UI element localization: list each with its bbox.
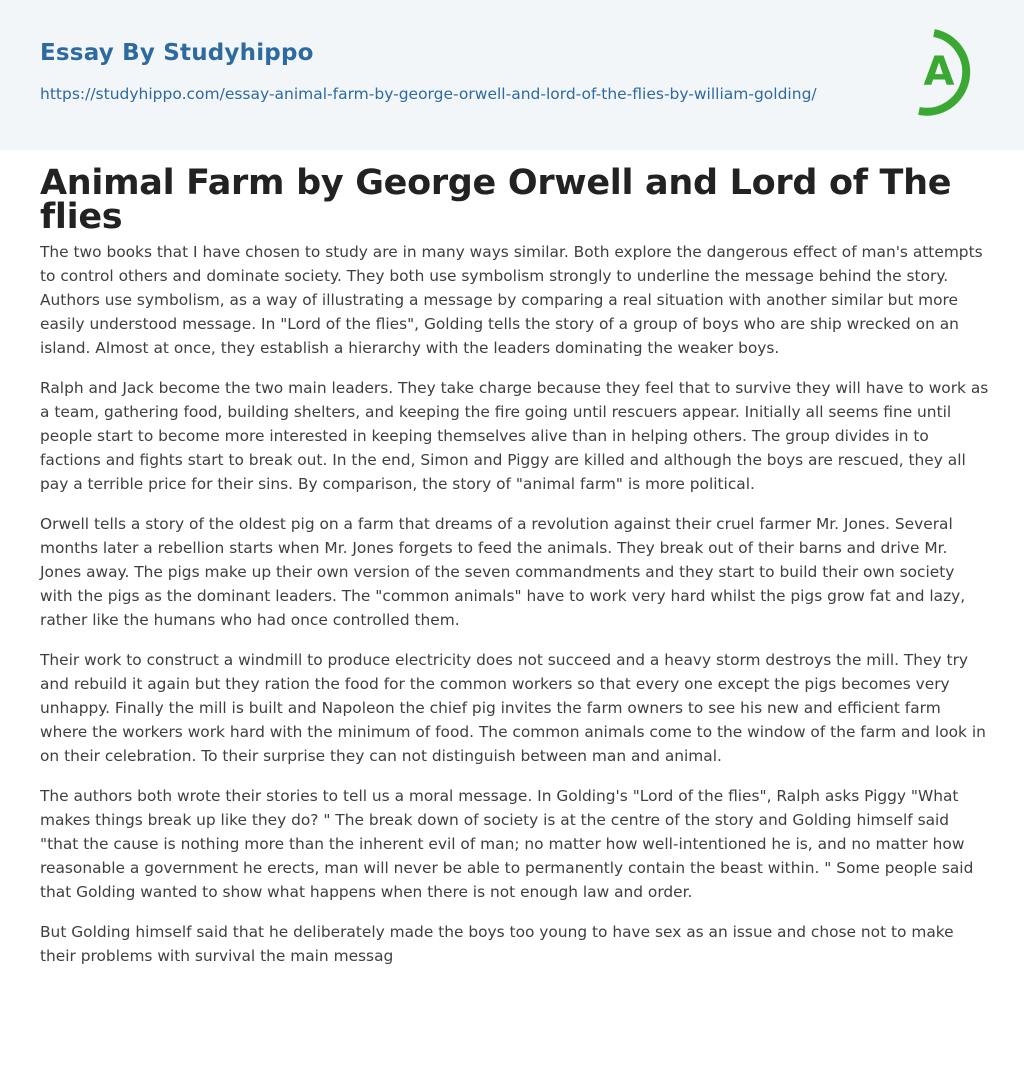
essay-paragraph: The two books that I have chosen to study are in many ways similar. Both explore the dangerous effect of man's attempts to control others and dominate society. They both use symbolism strongly to underline the message behind the story. Authors use symbolism, as a way of illustrating a message by comparing a real situation with another similar but more easily understood message. In "Lord of the flies", Golding tells the story of a group of boys who are ship wrecked on an island. Almost at once, they establish a hierarchy with the leaders dominating the weaker boys.	[40, 243, 983, 357]
logo-letter: A	[923, 49, 955, 95]
studyhippo-logo	[906, 27, 988, 117]
source-url-link[interactable]: https://studyhippo.com/essay-animal-farm-by-george-orwell-and-lord-of-the-flies-by-william-golding/	[40, 85, 817, 103]
site-title: Essay By Studyhippo	[40, 40, 314, 66]
essay-paragraph: Ralph and Jack become the two main leaders. They take charge because they feel that to survive they will have to work as a team, gathering food, building shelters, and keeping the fire going until rescuers appear. Initially all seems fine until people start to become more interested in keeping themselves alive than in helping others. The group divides in to factions and fights start to break out. In the end, Simon and Piggy are killed and although the boys are rescued, they all pay a terrible price for their sins. By comparison, the story of "animal farm" is more political.	[40, 379, 989, 493]
essay-paragraph: But Golding himself said that he deliberately made the boys too young to have sex as an issue and chose not to make their problems with survival the main messag	[40, 923, 954, 965]
essay-paragraph: Their work to construct a windmill to produce electricity does not succeed and a heavy storm destroys the mill. They try and rebuild it again but they ration the food for the common workers so that every one except the pigs becomes very unhappy. Finally the mill is built and Napoleon the chief pig invites the farm owners to see his new and efficient farm where the workers work hard with the minimum of food. The common animals come to the window of the farm and look in on their celebration. To their surprise they can not distinguish between man and animal.	[40, 651, 986, 765]
page-header	[0, 0, 1024, 150]
essay-paragraph: The authors both wrote their stories to tell us a moral message. In Golding's "Lord of the flies", Ralph asks Piggy "What makes things break up like they do? " The break down of society is at the centre of the story and Golding himself said "that the cause is nothing more than the inherent evil of man; no matter how well-intentioned he is, and no matter how reasonable a government he erects, man will never be able to permanently contain the beast within. " Some people said that Golding wanted to show what happens when there is not enough law and order.	[40, 787, 974, 901]
essay-content	[40, 163, 990, 984]
essay-title: Animal Farm by George Orwell and Lord of The flies	[40, 163, 952, 237]
essay-paragraph: Orwell tells a story of the oldest pig on a farm that dreams of a revolution against their cruel farmer Mr. Jones. Several months later a rebellion starts when Mr. Jones forgets to feed the animals. They break out of their barns and drive Mr. Jones away. The pigs make up their own version of the seven commandments and they start to build their own society with the pigs as the dominant leaders. The "common animals" have to work very hard whilst the pigs grow fat and lazy, rather like the humans who had once controlled them.	[40, 515, 966, 629]
